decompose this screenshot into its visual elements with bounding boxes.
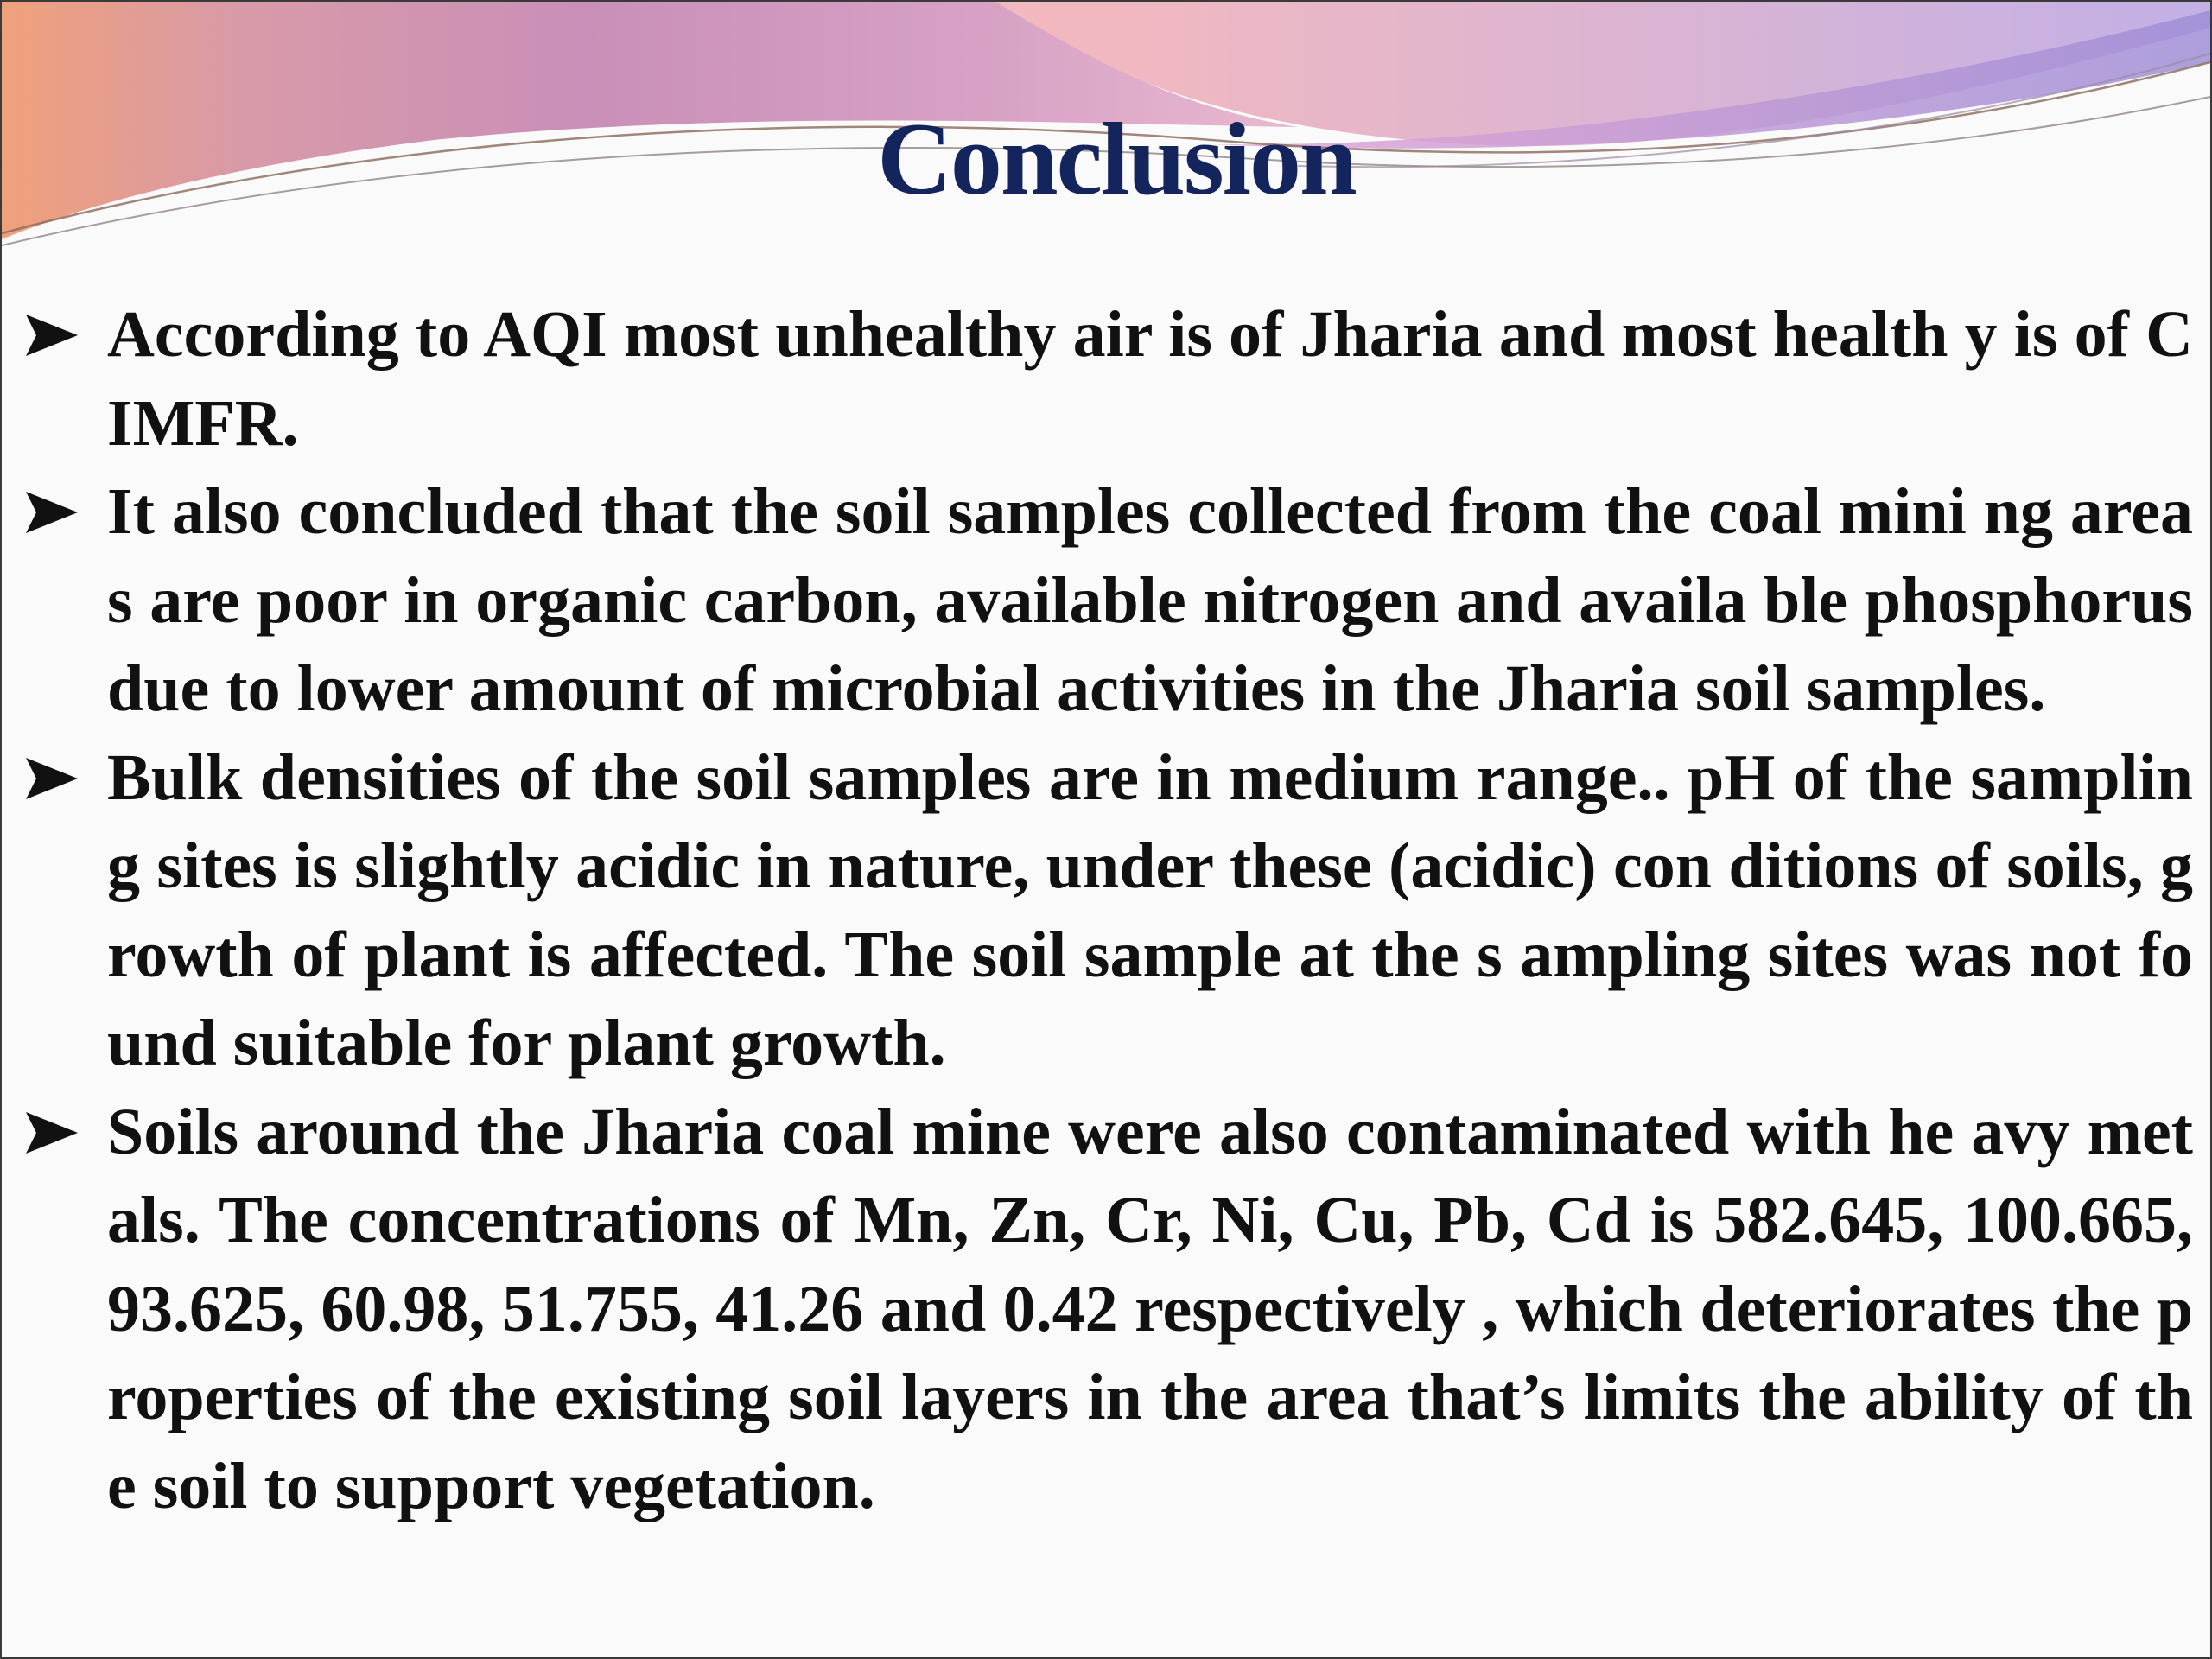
bullet-text: Bulk densities of the soil samples are in medium range.. pH of the sampling sites is slightly acidic in nature, under these (acidic) con ditions of soils, growth of plant is affected. The soil sample at the s ampling sites was not found suitable for plant growth. [107,741,2193,1079]
arrowhead-bullet-icon [24,1110,79,1155]
arrowhead-bullet-icon [24,756,79,801]
arrowhead-bullet-icon [24,490,79,535]
bullet-item-soil-nutrients [24,467,2193,734]
bullet-text: Soils around the Jharia coal mine were also contaminated with he avy metals. The concentrations of Mn, Zn, Cr, Ni, Cu, Pb, Cd is 582.645, 100.665, 93.625, 60.98, 51.755, 41.26 and 0.42 respectively , which deteriorates the properties of the existing soil layers in the area that’s limits the ability of the soil to support vegetation. [107,1095,2193,1522]
conclusion-bullet-list [24,290,2193,1530]
bullet-item-heavy-metals [24,1088,2193,1531]
bullet-text: It also concluded that the soil samples collected from the coal mini ng areas are poor in organic carbon, available nitrogen and availa ble phosphorus due to lower amount of microbial activities in the Jharia soil samples. [107,475,2193,725]
slide-title: Conclusion [877,101,1356,216]
bullet-text: According to AQI most unhealthy air is of Jharia and most health y is of CIMFR. [107,298,2193,460]
arrowhead-bullet-icon [24,313,79,358]
bullet-item-bulk-density-ph [24,734,2193,1088]
bullet-item-aqi [24,290,2193,467]
